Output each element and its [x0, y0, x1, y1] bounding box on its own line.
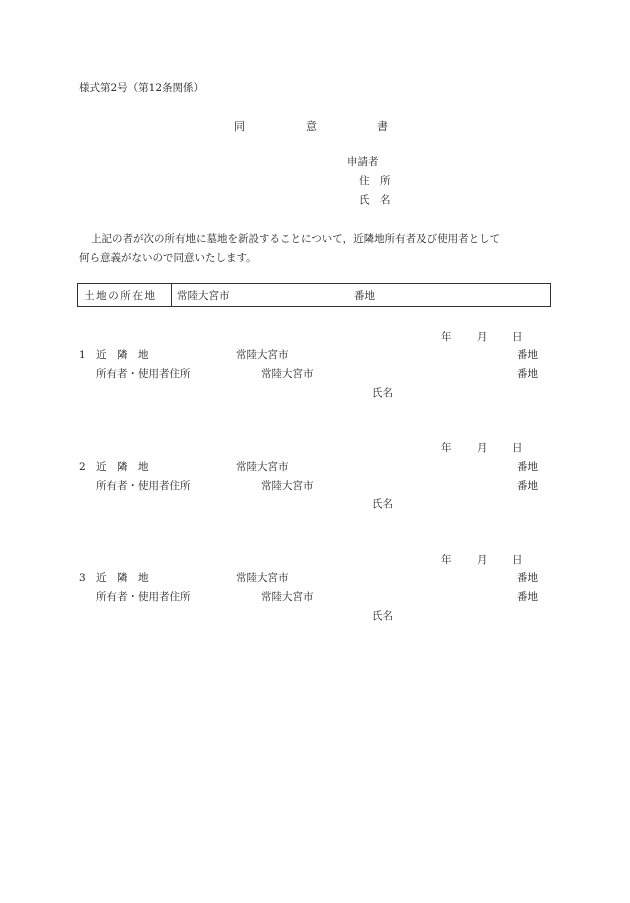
date-year-label: 年 [441, 442, 452, 454]
neighbor-land-city: 常陸大宮市 [236, 572, 289, 584]
title-char: 同 [234, 120, 245, 133]
date-day-label: 日 [512, 331, 523, 343]
date-year-label: 年 [441, 331, 452, 343]
neighbor-land-label: 近 隣 地 [96, 572, 149, 584]
neighbor-land-banchi: 番地 [517, 572, 538, 584]
neighbor-land-city: 常陸大宮市 [236, 349, 289, 361]
neighbor-land-label: 近 隣 地 [96, 349, 149, 361]
owner-address-banchi: 番地 [517, 480, 538, 492]
owner-name-label: 氏名 [372, 610, 393, 622]
title-char: 意 [306, 120, 317, 133]
owner-address-banchi: 番地 [517, 368, 538, 380]
neighbor-land-city: 常陸大宮市 [236, 461, 289, 473]
owner-address-city: 常陸大宮市 [261, 480, 314, 492]
land-location-banchi: 番地 [354, 290, 375, 302]
owner-address-label: 所有者・使用者住所 [96, 480, 191, 492]
date-month-label: 月 [477, 331, 488, 343]
land-location-city: 常陸大宮市 [177, 290, 230, 302]
owner-address-label: 所有者・使用者住所 [96, 368, 191, 380]
applicant-address-label: 住 所 [359, 175, 391, 187]
date-day-label: 日 [512, 442, 523, 454]
form-label: 様式第2号（第12条関係） [79, 82, 205, 94]
applicant-name-label: 氏 名 [359, 194, 391, 206]
owner-address-banchi: 番地 [517, 591, 538, 603]
land-location-label: 土地の所在地 [84, 290, 157, 302]
owner-name-label: 氏名 [372, 387, 393, 399]
statement-line: 何ら意義がないので同意いたします。 [79, 252, 257, 264]
owner-address-city: 常陸大宮市 [261, 591, 314, 603]
neighbor-land-banchi: 番地 [517, 349, 538, 361]
owner-address-label: 所有者・使用者住所 [96, 591, 191, 603]
entry-number: 2 [79, 461, 86, 473]
date-year-label: 年 [441, 554, 452, 566]
land-location-table [77, 283, 551, 307]
consent-statement [79, 230, 559, 268]
date-day-label: 日 [512, 554, 523, 566]
title-char: 書 [377, 120, 388, 133]
owner-name-label: 氏名 [372, 498, 393, 510]
statement-line: 上記の者が次の所有地に墓地を新設することについて，近隣地所有者及び使用者として [91, 233, 501, 245]
table-divider [171, 284, 172, 306]
neighbor-land-banchi: 番地 [517, 461, 538, 473]
neighbor-land-label: 近 隣 地 [96, 461, 149, 473]
owner-address-city: 常陸大宮市 [261, 368, 314, 380]
date-month-label: 月 [477, 554, 488, 566]
date-month-label: 月 [477, 442, 488, 454]
entry-number: 3 [79, 572, 86, 584]
applicant-heading: 申請者 [347, 156, 379, 168]
entry-number: 1 [79, 349, 86, 361]
